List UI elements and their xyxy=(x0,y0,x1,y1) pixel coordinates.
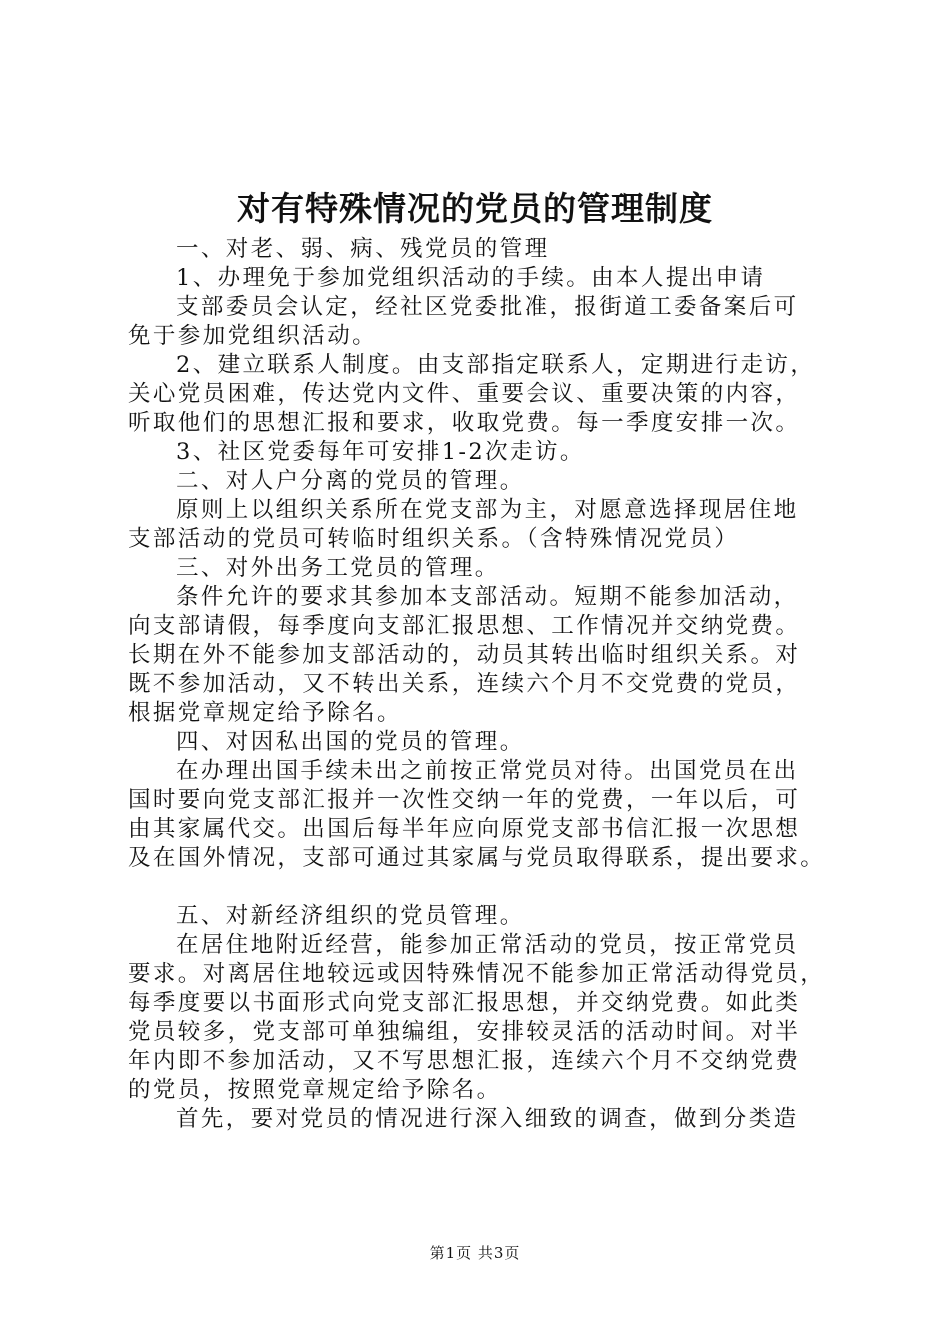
paragraph-line: 支部活动的党员可转临时组织关系。（含特殊情况党员） xyxy=(128,526,740,552)
paragraph-line: 关心党员困难，传达党内文件、重要会议、重要决策的内容， xyxy=(128,381,801,407)
paragraph-line: 听取他们的思想汇报和要求，收取党费。每一季度安排一次。 xyxy=(128,410,801,436)
paragraph-line: 支部委员会认定，经社区党委批准，报街道工委备案后可 xyxy=(176,294,799,320)
paragraph-line: 的党员，按照党章规定给予除名。 xyxy=(128,1077,502,1103)
paragraph-line: 3、社区党委每年可安排1-2次走访。 xyxy=(176,439,585,465)
section-heading-2: 二、对人户分离的党员的管理。 xyxy=(176,468,525,494)
section-heading-5: 五、对新经济组织的党员管理。 xyxy=(176,903,525,929)
section-heading-4: 四、对因私出国的党员的管理。 xyxy=(176,729,525,755)
paragraph-line: 及在国外情况，支部可通过其家属与党员取得联系，提出要求。 xyxy=(128,845,826,871)
paragraph-line: 在办理出国手续未出之前按正常党员对待。出国党员在出 xyxy=(176,758,799,784)
paragraph-line: 1、办理免于参加党组织活动的手续。由本人提出申请 xyxy=(176,265,766,291)
paragraph-line: 由其家属代交。出国后每半年应向原党支部书信汇报一次思想 xyxy=(128,816,801,842)
paragraph-line: 条件允许的要求其参加本支部活动。短期不能参加活动， xyxy=(176,584,799,610)
paragraph-line: 党员较多，党支部可单独编组，安排较灵活的活动时间。对半 xyxy=(128,1019,801,1045)
paragraph-line: 既不参加活动，又不转出关系，连续六个月不交党费的党员， xyxy=(128,671,801,697)
paragraph-line: 年内即不参加活动，又不写思想汇报，连续六个月不交纳党费 xyxy=(128,1048,801,1074)
section-heading-3: 三、对外出务工党员的管理。 xyxy=(176,555,500,581)
page-number-footer: 第1页 共3页 xyxy=(429,1244,521,1262)
paragraph-line: 原则上以组织关系所在党支部为主，对愿意选择现居住地 xyxy=(176,497,799,523)
paragraph-line: 在居住地附近经营，能参加正常活动的党员，按正常党员 xyxy=(176,932,799,958)
paragraph-line: 2、建立联系人制度。由支部指定联系人，定期进行走访， xyxy=(176,352,816,378)
paragraph-line: 根据党章规定给予除名。 xyxy=(128,700,402,726)
paragraph-line: 每季度要以书面形式向党支部汇报思想，并交纳党费。如此类 xyxy=(128,990,801,1016)
paragraph-line: 首先，要对党员的情况进行深入细致的调查，做到分类造 xyxy=(176,1106,799,1132)
paragraph-line: 要求。对离居住地较远或因特殊情况不能参加正常活动得党员， xyxy=(128,961,826,987)
paragraph-line: 向支部请假，每季度向支部汇报思想、工作情况并交纳党费。 xyxy=(128,613,801,639)
document-title: 对有特殊情况的党员的管理制度 xyxy=(237,189,713,228)
section-heading-1: 一、对老、弱、病、残党员的管理 xyxy=(176,236,550,262)
paragraph-line: 国时要向党支部汇报并一次性交纳一年的党费，一年以后，可 xyxy=(128,787,801,813)
paragraph-line: 长期在外不能参加支部活动的，动员其转出临时组织关系。对 xyxy=(128,642,801,668)
document-body xyxy=(128,235,863,1134)
paragraph-line: 免于参加党组织活动。 xyxy=(128,323,378,349)
blank-line xyxy=(128,873,863,902)
